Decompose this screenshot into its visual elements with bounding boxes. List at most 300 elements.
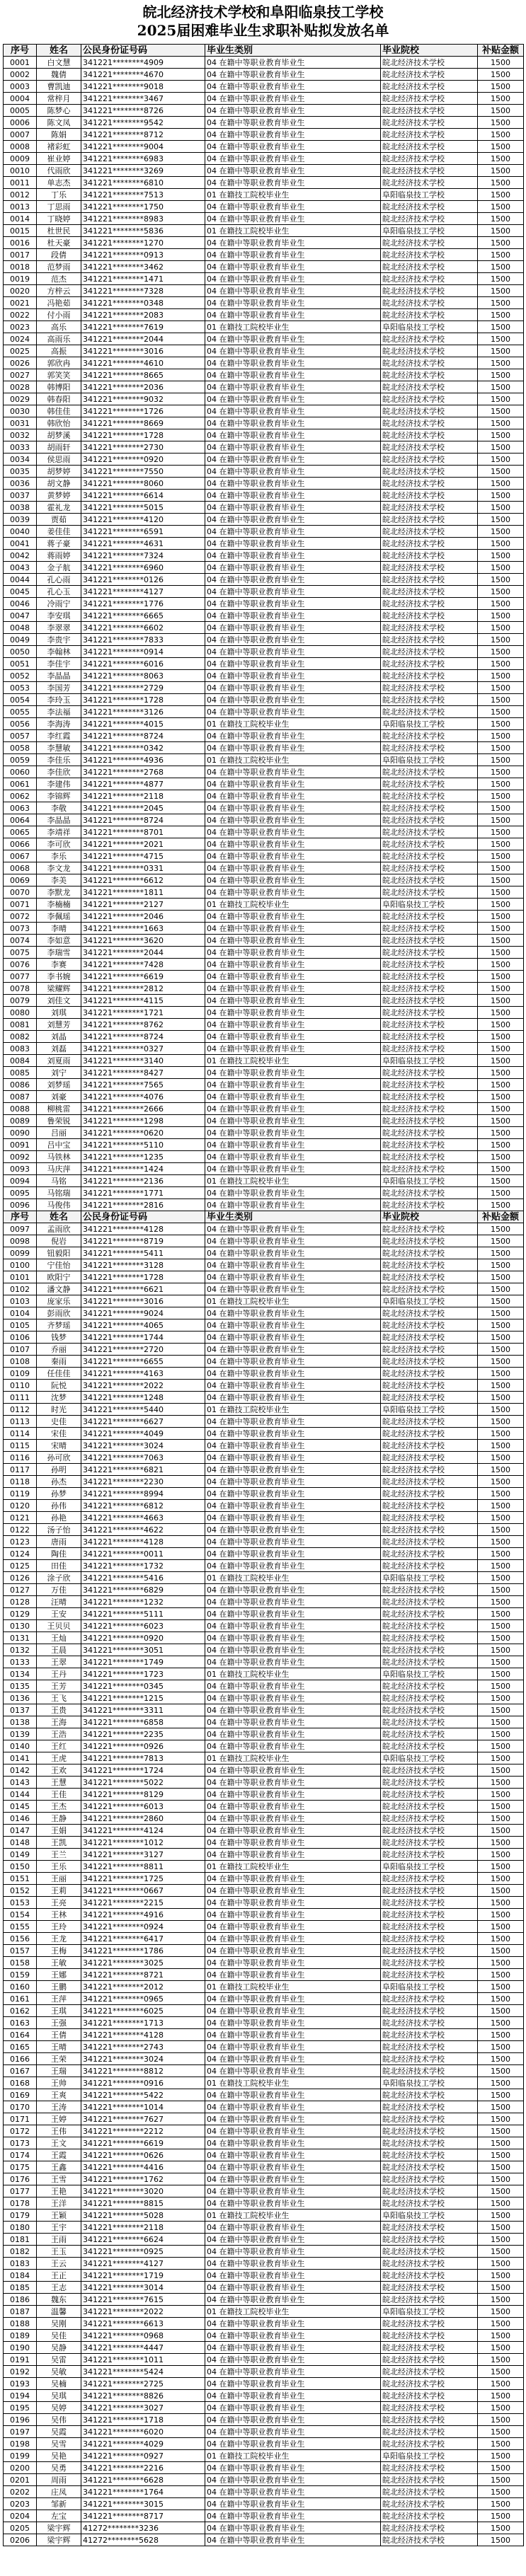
serial-cell: 0102 (4, 1283, 37, 1295)
table-row (4, 2486, 524, 2498)
table-row (4, 1981, 524, 1993)
amount-cell: 1500 (478, 1007, 524, 1019)
table-row (4, 2450, 524, 2462)
table-row (4, 2318, 524, 2330)
table-row (4, 1247, 524, 1259)
school-cell: 阜阳临泉技工学校 (381, 2210, 478, 2222)
amount-cell: 1500 (478, 429, 524, 441)
table-row (4, 249, 524, 261)
id-number-cell: 341221********8717 (81, 2510, 205, 2522)
school-cell: 皖北经济技术学校 (381, 1632, 478, 1644)
name-cell: 常梓月 (37, 93, 81, 105)
category-cell: 04 在籍中等职业教育毕业生 (205, 694, 381, 706)
id-number-cell: 341221********1776 (81, 598, 205, 610)
amount-cell: 1500 (478, 1332, 524, 1344)
id-number-cell: 341221********8060 (81, 478, 205, 490)
name-cell: 刘磊 (37, 1043, 81, 1055)
id-number-cell: 341221********1424 (81, 1163, 205, 1175)
table-row (4, 2089, 524, 2101)
amount-cell: 1500 (478, 718, 524, 730)
table-row (4, 1151, 524, 1163)
id-number-cell: 341221********2768 (81, 766, 205, 778)
category-cell: 04 在籍中等职业教育毕业生 (205, 1139, 381, 1151)
amount-cell: 1500 (478, 874, 524, 886)
id-number-cell: 341221********5022 (81, 1777, 205, 1789)
serial-cell: 0100 (4, 1259, 37, 1271)
column-header: 毕业院校 (381, 45, 478, 57)
id-number-cell: 341221********1811 (81, 886, 205, 899)
school-cell: 皖北经济技术学校 (381, 1957, 478, 1969)
amount-cell: 1500 (478, 935, 524, 947)
school-cell: 皖北经济技术学校 (381, 874, 478, 886)
table-row (4, 2113, 524, 2125)
school-cell: 皖北经济技术学校 (381, 983, 478, 995)
category-cell: 04 在籍中等职业教育毕业生 (205, 1019, 381, 1031)
category-cell: 04 在籍中等职业教育毕业生 (205, 1235, 381, 1247)
serial-cell: 0181 (4, 2234, 37, 2246)
name-cell: 胡文静 (37, 478, 81, 490)
amount-cell: 1500 (478, 886, 524, 899)
serial-cell: 0048 (4, 622, 37, 634)
amount-cell: 1500 (478, 850, 524, 862)
category-cell: 04 在籍中等职业教育毕业生 (205, 2197, 381, 2210)
amount-cell: 1500 (478, 141, 524, 153)
name-cell: 李安琪 (37, 610, 81, 622)
name-cell: 王乐 (37, 1861, 81, 1873)
id-number-cell: 341221********2666 (81, 1103, 205, 1115)
school-cell: 皖北经济技术学校 (381, 742, 478, 754)
school-cell: 阜阳临泉技工学校 (381, 2450, 478, 2462)
name-cell: 庄凤 (37, 2486, 81, 2498)
name-cell: 王娜 (37, 1969, 81, 1981)
id-number-cell: 341221********2212 (81, 2125, 205, 2137)
category-cell: 04 在籍中等职业教育毕业生 (205, 1740, 381, 1752)
table-row (4, 1644, 524, 1656)
school-cell: 皖北经济技术学校 (381, 1728, 478, 1740)
table-row (4, 550, 524, 562)
name-cell: 孟雨欣 (37, 1223, 81, 1235)
serial-cell: 0186 (4, 2294, 37, 2306)
category-cell: 04 在籍中等职业教育毕业生 (205, 1127, 381, 1139)
id-number-cell: 341221********1762 (81, 2173, 205, 2185)
id-number-cell: 341221********1732 (81, 1560, 205, 1572)
table-row (4, 2234, 524, 2246)
id-number-cell: 341221********2729 (81, 682, 205, 694)
school-cell: 皖北经济技术学校 (381, 514, 478, 526)
school-cell: 皖北经济技术学校 (381, 1813, 478, 1825)
category-cell: 04 在籍中等职业教育毕业生 (205, 826, 381, 838)
category-cell: 04 在籍中等职业教育毕业生 (205, 2366, 381, 2378)
id-number-cell: 341221********5416 (81, 1572, 205, 1584)
school-cell: 皖北经济技术学校 (381, 478, 478, 490)
amount-cell: 1500 (478, 201, 524, 213)
id-number-cell: 341221********4029 (81, 2438, 205, 2450)
id-number-cell: 341221********6613 (81, 2318, 205, 2330)
school-cell: 阜阳临泉技工学校 (381, 1981, 478, 1993)
id-number-cell: 341221********0920 (81, 454, 205, 466)
table-row (4, 478, 524, 490)
school-cell: 皖北经济技术学校 (381, 1608, 478, 1620)
category-cell: 04 在籍中等职业教育毕业生 (205, 886, 381, 899)
school-cell: 皖北经济技术学校 (381, 838, 478, 850)
id-number-cell: 341221********4163 (81, 1368, 205, 1380)
table-row (4, 1283, 524, 1295)
amount-cell: 1500 (478, 1079, 524, 1091)
id-number-cell: 341221********1725 (81, 1873, 205, 1885)
school-cell: 皖北经济技术学校 (381, 381, 478, 393)
name-cell: 王浩 (37, 1728, 81, 1740)
amount-cell: 1500 (478, 381, 524, 393)
id-number-cell: 341221********7619 (81, 321, 205, 333)
serial-cell: 0167 (4, 2065, 37, 2077)
school-cell: 阜阳临泉技工学校 (381, 1668, 478, 1680)
school-cell: 皖北经济技术学校 (381, 1536, 478, 1548)
column-header: 公民身份证号码 (81, 45, 205, 57)
amount-cell: 1500 (478, 1067, 524, 1079)
school-cell: 皖北经济技术学校 (381, 2137, 478, 2149)
category-cell: 04 在籍中等职业教育毕业生 (205, 923, 381, 935)
amount-cell: 1500 (478, 1993, 524, 2005)
table-row (4, 2402, 524, 2414)
amount-cell: 1500 (478, 357, 524, 369)
table-row (4, 1885, 524, 1897)
amount-cell: 1500 (478, 1055, 524, 1067)
name-cell: 王佳 (37, 1789, 81, 1801)
table-row (4, 2426, 524, 2438)
category-cell: 04 在籍中等职业教育毕业生 (205, 862, 381, 874)
serial-cell: 0159 (4, 1969, 37, 1981)
serial-cell: 0202 (4, 2486, 37, 2498)
school-cell: 阜阳临泉技工学校 (381, 189, 478, 201)
id-number-cell: 341221********8129 (81, 1789, 205, 1801)
serial-cell: 0002 (4, 69, 37, 81)
category-cell: 04 在籍中等职业教育毕业生 (205, 1476, 381, 1488)
id-number-cell: 341221********0925 (81, 2246, 205, 2258)
amount-cell: 1500 (478, 1957, 524, 1969)
serial-cell: 0095 (4, 1187, 37, 1199)
name-cell: 范梦雨 (37, 261, 81, 273)
id-number-cell: 341221********1728 (81, 1271, 205, 1283)
school-cell: 皖北经济技术学校 (381, 1584, 478, 1596)
amount-cell: 1500 (478, 2282, 524, 2294)
category-cell: 04 在籍中等职业教育毕业生 (205, 249, 381, 261)
category-cell: 04 在籍中等职业教育毕业生 (205, 502, 381, 514)
name-cell: 王倩 (37, 2029, 81, 2041)
amount-cell: 1500 (478, 1043, 524, 1055)
table-row (4, 1668, 524, 1680)
serial-cell: 0155 (4, 1921, 37, 1933)
amount-cell: 1500 (478, 1404, 524, 1416)
serial-cell: 0036 (4, 478, 37, 490)
name-cell: 王莉 (37, 1885, 81, 1897)
id-number-cell: 341221********6812 (81, 1500, 205, 1512)
amount-cell: 1500 (478, 1019, 524, 1031)
category-cell: 04 在籍中等职业教育毕业生 (205, 670, 381, 682)
id-number-cell: 341221********1721 (81, 1007, 205, 1019)
amount-cell: 1500 (478, 2113, 524, 2125)
school-cell: 皖北经济技术学校 (381, 622, 478, 634)
table-row (4, 658, 524, 670)
serial-cell: 0179 (4, 2210, 37, 2222)
school-cell: 皖北经济技术学校 (381, 886, 478, 899)
serial-cell: 0017 (4, 249, 37, 261)
school-cell: 皖北经济技术学校 (381, 1199, 478, 1211)
category-cell: 04 在籍中等职业教育毕业生 (205, 1632, 381, 1644)
column-header: 补贴金额 (478, 1211, 524, 1223)
name-cell: 吴雪 (37, 2438, 81, 2450)
serial-cell: 0145 (4, 1801, 37, 1813)
amount-cell: 1500 (478, 2426, 524, 2438)
amount-cell: 1500 (478, 526, 524, 538)
amount-cell: 1500 (478, 2258, 524, 2270)
name-cell: 王萍 (37, 1993, 81, 2005)
serial-cell: 0156 (4, 1933, 37, 1945)
category-cell: 04 在籍中等职业教育毕业生 (205, 1079, 381, 1091)
table-row (4, 490, 524, 502)
category-cell: 04 在籍中等职业教育毕业生 (205, 417, 381, 429)
category-cell: 04 在籍中等职业教育毕业生 (205, 1716, 381, 1728)
school-cell: 皖北经济技术学校 (381, 1163, 478, 1175)
amount-cell: 1500 (478, 550, 524, 562)
serial-cell: 0058 (4, 742, 37, 754)
serial-cell: 0129 (4, 1608, 37, 1620)
school-cell: 皖北经济技术学校 (381, 1933, 478, 1945)
category-cell: 04 在籍中等职业教育毕业生 (205, 1007, 381, 1019)
school-cell: 皖北经济技术学校 (381, 2270, 478, 2282)
serial-cell: 0068 (4, 862, 37, 874)
id-number-cell: 341221********8719 (81, 1235, 205, 1247)
school-cell: 皖北经济技术学校 (381, 1512, 478, 1524)
name-cell: 方梓云 (37, 285, 81, 297)
name-cell: 王洋 (37, 2197, 81, 2210)
table-row (4, 2354, 524, 2366)
category-cell: 04 在籍中等职业教育毕业生 (205, 1560, 381, 1572)
amount-cell: 1500 (478, 1825, 524, 1837)
school-cell: 阜阳临泉技工学校 (381, 754, 478, 766)
amount-cell: 1500 (478, 923, 524, 935)
id-number-cell: 341221********6619 (81, 971, 205, 983)
id-number-cell: 341221********7550 (81, 466, 205, 478)
category-cell: 04 在籍中等职业教育毕业生 (205, 1704, 381, 1716)
category-cell: 04 在籍中等职业教育毕业生 (205, 2065, 381, 2077)
amount-cell: 1500 (478, 1548, 524, 1560)
category-cell: 04 在籍中等职业教育毕业生 (205, 1596, 381, 1608)
table-row (4, 1752, 524, 1764)
category-cell: 04 在籍中等职业教育毕业生 (205, 1307, 381, 1319)
serial-cell: 0018 (4, 261, 37, 273)
name-cell: 王婷 (37, 2113, 81, 2125)
school-cell: 皖北经济技术学校 (381, 1656, 478, 1668)
id-number-cell: 341221********5110 (81, 1139, 205, 1151)
amount-cell: 1500 (478, 2246, 524, 2258)
name-cell: 李佩瑶 (37, 911, 81, 923)
serial-cell: 0134 (4, 1668, 37, 1680)
table-row (4, 417, 524, 429)
school-cell: 皖北经济技术学校 (381, 1873, 478, 1885)
id-number-cell: 341221********3014 (81, 2282, 205, 2294)
name-cell: 王龙 (37, 1933, 81, 1945)
category-cell: 04 在籍中等职业教育毕业生 (205, 1656, 381, 1668)
table-row (4, 1452, 524, 1464)
amount-cell: 1500 (478, 2029, 524, 2041)
id-number-cell: 341221********7428 (81, 959, 205, 971)
serial-cell: 0104 (4, 1307, 37, 1319)
amount-cell: 1500 (478, 1488, 524, 1500)
school-cell: 皖北经济技术学校 (381, 1789, 478, 1801)
amount-cell: 1500 (478, 586, 524, 598)
serial-cell: 0014 (4, 213, 37, 225)
name-cell: 王涛 (37, 2101, 81, 2113)
table-row (4, 117, 524, 129)
table-row (4, 57, 524, 69)
serial-cell: 0085 (4, 1067, 37, 1079)
school-cell: 皖北经济技术学校 (381, 1825, 478, 1837)
id-number-cell: 341221********9024 (81, 1307, 205, 1319)
category-cell: 04 在籍中等职业教育毕业生 (205, 706, 381, 718)
amount-cell: 1500 (478, 1837, 524, 1849)
serial-cell: 0149 (4, 1849, 37, 1861)
name-cell: 付小雨 (37, 309, 81, 321)
amount-cell: 1500 (478, 730, 524, 742)
table-row (4, 1319, 524, 1332)
table-row (4, 670, 524, 682)
category-cell: 04 在籍中等职业教育毕业生 (205, 2390, 381, 2402)
id-number-cell: 341221********7324 (81, 550, 205, 562)
school-cell: 皖北经济技术学校 (381, 405, 478, 417)
name-cell: 单志杰 (37, 177, 81, 189)
category-cell: 01 在籍技工院校毕业生 (205, 754, 381, 766)
name-cell: 梁宇辉 (37, 2522, 81, 2534)
category-cell: 04 在籍中等职业教育毕业生 (205, 1728, 381, 1740)
category-cell: 04 在籍中等职业教育毕业生 (205, 1680, 381, 1692)
school-cell: 阜阳临泉技工学校 (381, 1861, 478, 1873)
school-cell: 皖北经济技术学校 (381, 201, 478, 213)
school-cell: 皖北经济技术学校 (381, 610, 478, 622)
id-number-cell: 341221********0968 (81, 2330, 205, 2342)
table-row (4, 1103, 524, 1115)
amount-cell: 1500 (478, 2173, 524, 2185)
name-cell: 柳桃雷 (37, 1103, 81, 1115)
id-number-cell: 341221********6612 (81, 874, 205, 886)
school-cell: 皖北经济技术学校 (381, 429, 478, 441)
category-cell: 04 在籍中等职业教育毕业生 (205, 213, 381, 225)
table-row (4, 1849, 524, 1861)
name-cell: 李楠楠 (37, 899, 81, 911)
school-cell: 皖北经济技术学校 (381, 526, 478, 538)
id-number-cell: 341221********1270 (81, 237, 205, 249)
school-cell: 皖北经济技术学校 (381, 454, 478, 466)
school-cell: 皖北经济技术学校 (381, 766, 478, 778)
school-cell: 阜阳临泉技工学校 (381, 1055, 478, 1067)
amount-cell: 1500 (478, 1740, 524, 1752)
table-row (4, 345, 524, 357)
name-cell: 高雨乐 (37, 333, 81, 345)
name-cell: 李靖祥 (37, 826, 81, 838)
category-cell: 04 在籍中等职业教育毕业生 (205, 1608, 381, 1620)
name-cell: 李佳欣 (37, 766, 81, 778)
id-number-cell: 341221********3016 (81, 1295, 205, 1307)
amount-cell: 1500 (478, 117, 524, 129)
category-cell: 04 在籍中等职业教育毕业生 (205, 2222, 381, 2234)
table-row (4, 1572, 524, 1584)
category-cell: 04 在籍中等职业教育毕业生 (205, 1428, 381, 1440)
serial-cell: 0123 (4, 1536, 37, 1548)
category-cell: 04 在籍中等职业教育毕业生 (205, 1199, 381, 1211)
name-cell: 陈梦心 (37, 105, 81, 117)
school-cell: 皖北经济技术学校 (381, 1524, 478, 1536)
document-title-line1: 皖北经济技术学校和阜阳临泉技工学校 (142, 4, 384, 21)
id-number-cell: 341221********6417 (81, 1933, 205, 1945)
table-row (4, 1680, 524, 1692)
id-number-cell: 341221********8063 (81, 670, 205, 682)
category-cell: 04 在籍中等职业教育毕业生 (205, 1464, 381, 1476)
school-cell: 皖北经济技术学校 (381, 57, 478, 69)
category-cell: 04 在籍中等职业教育毕业生 (205, 141, 381, 153)
category-cell: 04 在籍中等职业教育毕业生 (205, 634, 381, 646)
name-cell: 韩欣怡 (37, 417, 81, 429)
category-cell: 04 在籍中等职业教育毕业生 (205, 2113, 381, 2125)
id-number-cell: 341221********4715 (81, 850, 205, 862)
category-cell: 01 在籍技工院校毕业生 (205, 2306, 381, 2318)
school-cell: 皖北经济技术学校 (381, 1740, 478, 1752)
school-cell: 皖北经济技术学校 (381, 1007, 478, 1019)
name-cell: 乔丽 (37, 1344, 81, 1356)
amount-cell: 1500 (478, 81, 524, 93)
id-number-cell: 341221********0914 (81, 646, 205, 658)
amount-cell: 1500 (478, 2149, 524, 2161)
school-cell: 皖北经济技术学校 (381, 1969, 478, 1981)
id-number-cell: 341221********3051 (81, 1644, 205, 1656)
school-cell: 皖北经济技术学校 (381, 2414, 478, 2426)
category-cell: 04 在籍中等职业教育毕业生 (205, 742, 381, 754)
school-cell: 皖北经济技术学校 (381, 1356, 478, 1368)
category-cell: 04 在籍中等职业教育毕业生 (205, 2029, 381, 2041)
category-cell: 04 在籍中等职业教育毕业生 (205, 2101, 381, 2113)
name-cell: 李佳宇 (37, 658, 81, 670)
id-number-cell: 341221********8983 (81, 213, 205, 225)
category-cell: 04 在籍中等职业教育毕业生 (205, 466, 381, 478)
amount-cell: 1500 (478, 1572, 524, 1584)
name-cell: 王凯 (37, 1837, 81, 1849)
name-cell: 吕中宝 (37, 1139, 81, 1151)
amount-cell: 1500 (478, 1536, 524, 1548)
name-cell: 李法福 (37, 706, 81, 718)
id-number-cell: 341221********6960 (81, 562, 205, 574)
name-cell: 倪岩 (37, 1235, 81, 1247)
name-cell: 魏倩 (37, 69, 81, 81)
table-row (4, 2197, 524, 2210)
id-number-cell: 341221********2860 (81, 1813, 205, 1825)
id-number-cell: 341221********5028 (81, 2210, 205, 2222)
name-cell: 王翠 (37, 1656, 81, 1668)
category-cell: 01 在籍技工院校毕业生 (205, 1861, 381, 1873)
school-cell: 皖北经济技术学校 (381, 2486, 478, 2498)
amount-cell: 1500 (478, 189, 524, 201)
category-cell: 04 在籍中等职业教育毕业生 (205, 1151, 381, 1163)
table-row (4, 1993, 524, 2005)
school-cell: 皖北经济技术学校 (381, 658, 478, 670)
table-row (4, 2258, 524, 2270)
serial-cell: 0093 (4, 1163, 37, 1175)
school-cell: 皖北经济技术学校 (381, 706, 478, 718)
name-cell: 霍礼龙 (37, 502, 81, 514)
category-cell: 04 在籍中等职业教育毕业生 (205, 838, 381, 850)
name-cell: 王丹 (37, 1668, 81, 1680)
id-number-cell: 341221********9032 (81, 393, 205, 405)
name-cell: 王云 (37, 2258, 81, 2270)
serial-cell: 0073 (4, 923, 37, 935)
serial-cell: 0140 (4, 1740, 37, 1752)
